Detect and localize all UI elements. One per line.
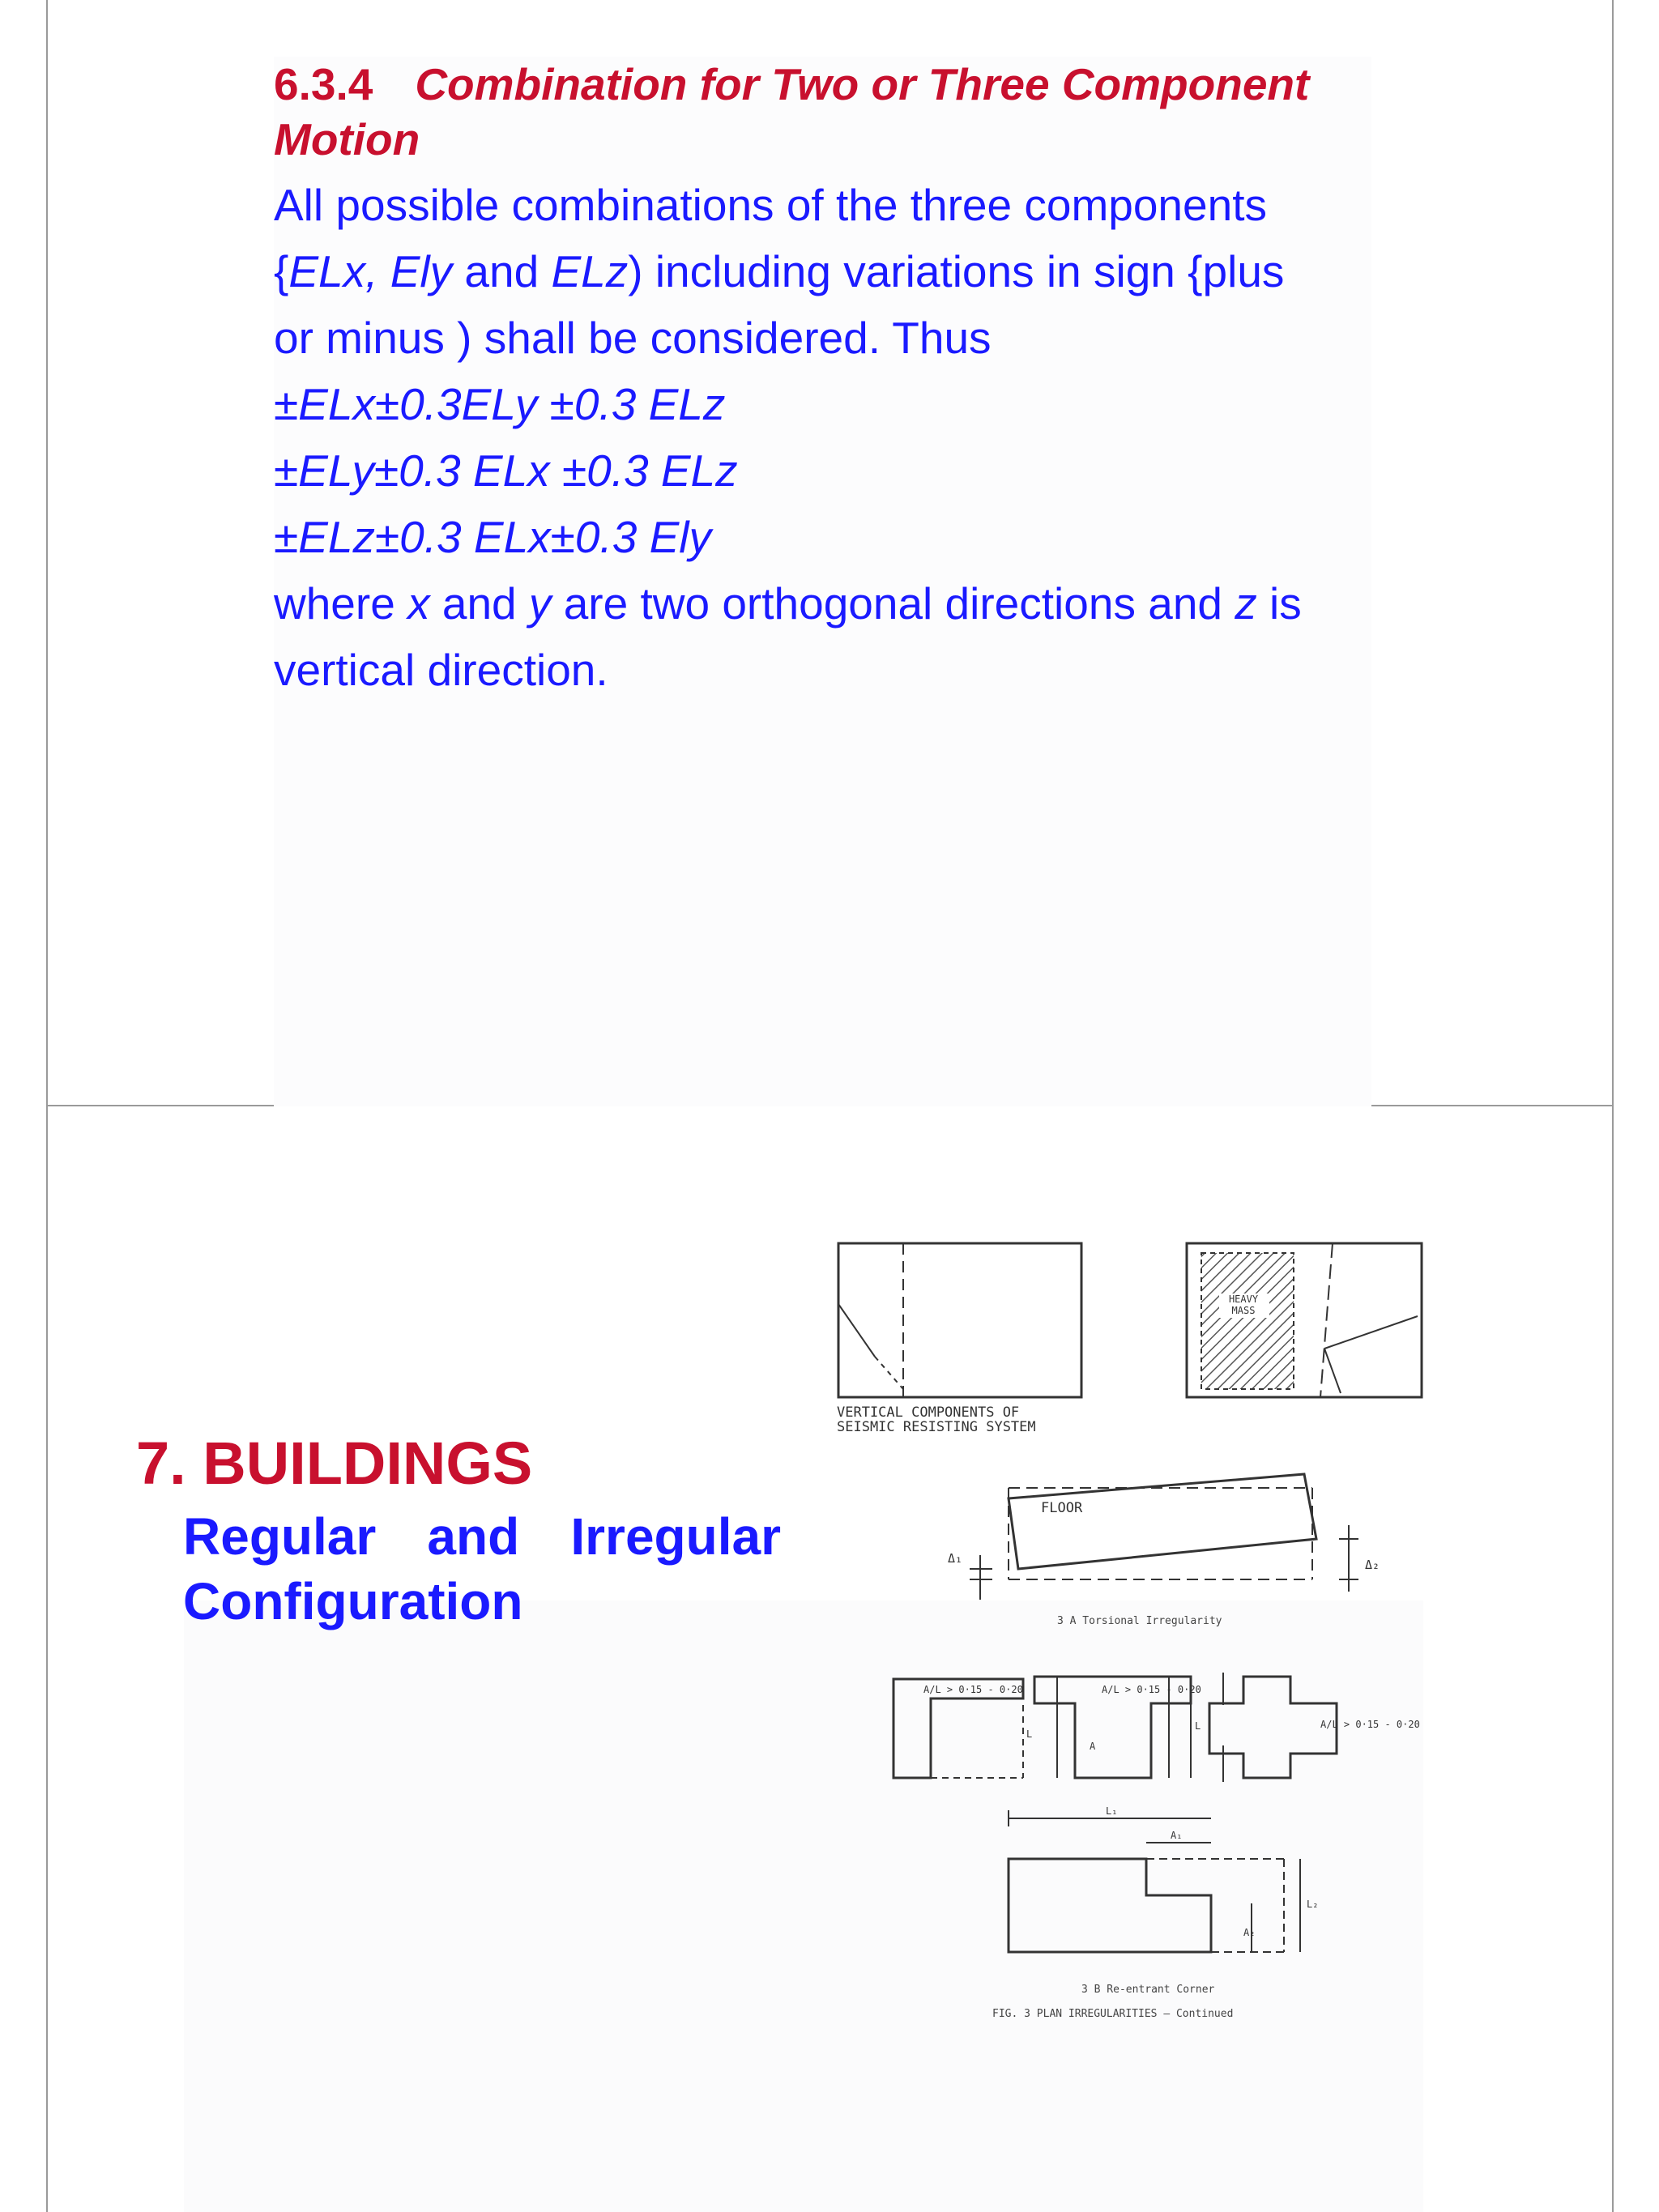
section-title: Combination for Two or Three Component (415, 59, 1310, 109)
buildings-title: 7. BUILDINGS (136, 1430, 533, 1497)
formula-1 (274, 371, 1369, 437)
heavy-mass-label: HEAVY (1228, 1294, 1259, 1305)
cross-shape-plan (1191, 1673, 1420, 1782)
ratio-cross-label: A/L > 0·15 - 0·20 (1320, 1719, 1420, 1730)
where-paragraph (274, 570, 1369, 703)
formula-text: ±ELz±0.3 ELx±0.3 Ely (274, 512, 711, 562)
paragraph-text: { (274, 246, 289, 296)
subtitle-line-1 (183, 1504, 781, 1569)
where-italic: z (1235, 578, 1257, 629)
delta1-label: Δ₁ (948, 1551, 963, 1566)
paragraph-text: and (452, 246, 552, 296)
paragraph-line-3: or minus ) shall be considered. Thus (274, 313, 992, 363)
subtitle-line-2: Configuration (183, 1572, 523, 1630)
floor-label: FLOOR (1041, 1500, 1083, 1516)
delta2-label: Δ₂ (1365, 1558, 1380, 1572)
t-shape-label-a: A (1090, 1741, 1096, 1752)
formula-2 (274, 437, 1369, 504)
paragraph-text: ) including variations in sign {plus (628, 246, 1285, 296)
where-text: are two orthogonal directions and (551, 578, 1235, 629)
paragraph-line-1: All possible combinations of the three components (274, 180, 1267, 230)
t-shape-plan (1034, 1677, 1201, 1778)
formula-text: ±ELx±0.3ELy ±0.3 ELz (274, 379, 726, 429)
l-shape-label-l: L (1026, 1728, 1033, 1740)
subtitle-word: Irregular (570, 1507, 781, 1566)
paragraph-italic: ELx, Ely (288, 246, 453, 296)
heavy-mass-label-2: MASS (1231, 1305, 1256, 1316)
cross-label-l: L (1195, 1720, 1201, 1732)
where-italic: x (407, 578, 430, 629)
ratio-l-label: A/L > 0·15 - 0·20 (923, 1684, 1023, 1695)
where-italic: y (528, 578, 552, 629)
plan-left (838, 1243, 1081, 1397)
paragraph (274, 172, 1369, 371)
caption-3a: 3 A Torsional Irregularity (1057, 1615, 1222, 1627)
plan-right (1187, 1243, 1422, 1397)
section-heading (274, 57, 1369, 167)
label-a2: A₂ (1243, 1927, 1256, 1938)
where-text: is (1256, 578, 1302, 629)
where-text: where (274, 578, 408, 629)
where-text: and (429, 578, 529, 629)
label-l2: L₂ (1307, 1899, 1319, 1910)
label-a1: A₁ (1171, 1830, 1183, 1841)
l-shape-plan (893, 1679, 1032, 1778)
section-title-cont: Motion (274, 114, 420, 164)
caption-3b: 3 B Re-entrant Corner (1081, 1984, 1215, 1996)
section-number: 6.3.4 (274, 59, 373, 109)
fig-caption: FIG. 3 PLAN IRREGULARITIES — Continued (992, 2008, 1234, 2020)
vertical-components-label-2: SEISMIC RESISTING SYSTEM (837, 1419, 1036, 1435)
subtitle-word: Regular (183, 1507, 377, 1566)
paragraph-italic: ELz (551, 246, 629, 296)
torsional-diagram (948, 1474, 1380, 1627)
ratio-t-label: A/L > 0·15 - 0·20 (1102, 1684, 1201, 1695)
label-l1: L₁ (1106, 1805, 1118, 1817)
slide-top-text (274, 57, 1369, 703)
formula-text: ±ELy±0.3 ELx ±0.3 ELz (274, 445, 738, 496)
plan-irregularities-figure (814, 1219, 1478, 2212)
subtitle-word: and (427, 1507, 520, 1566)
where-line-2: vertical direction. (274, 645, 608, 695)
formula-3 (274, 504, 1369, 570)
vertical-components-label-1: VERTICAL COMPONENTS OF (837, 1404, 1020, 1421)
reentrant-plan (992, 1805, 1318, 2020)
